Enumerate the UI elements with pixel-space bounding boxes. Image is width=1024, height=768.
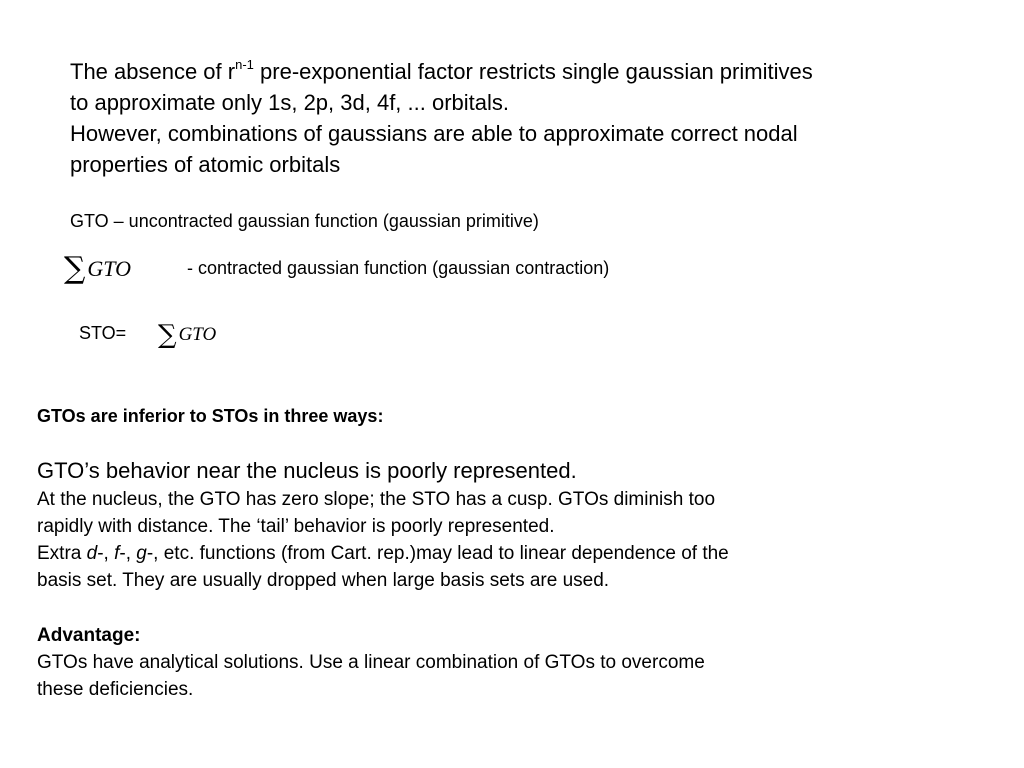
body-line-2: rapidly with distance. The ‘tail’ behavior is poorly represented. <box>37 516 555 537</box>
gto-symbol: GTO <box>87 256 132 281</box>
body-line-1: At the nucleus, the GTO has zero slope; the STO has a cusp. GTOs diminish too <box>37 489 716 510</box>
behavior-heading: GTO’s behavior near the nucleus is poorly represented. <box>37 458 577 483</box>
sto-formula <box>158 318 216 352</box>
inferior-heading: GTOs are inferior to STOs in three ways: <box>37 406 384 426</box>
sum-symbol: ∑ <box>64 251 86 286</box>
sum-symbol: ∑ <box>158 320 177 350</box>
body-line-3 <box>37 540 729 567</box>
body-line-3-a: Extra <box>37 543 87 564</box>
f-function: f <box>114 543 120 564</box>
gto-symbol: GTO <box>178 324 217 345</box>
advantage-line-1: GTOs have analytical solutions. Use a linear combination of GTOs to overcome <box>37 652 705 673</box>
body-line-3-c: -, <box>119 543 137 564</box>
g-function: g <box>136 543 147 564</box>
advantage-line-2: these deficiencies. <box>37 679 194 700</box>
intro-line-1-pre: The absence of r <box>70 59 236 84</box>
intro-line-1 <box>70 56 813 87</box>
sto-label: STO= <box>79 323 127 343</box>
contracted-formula <box>64 250 131 288</box>
d-function: d <box>86 543 98 564</box>
intro-line-2: to approximate only 1s, 2p, 3d, 4f, ... orbitals. <box>70 90 510 115</box>
body-line-3-e: -, etc. functions (from Cart. rep.)may lead to linear dependence of the <box>146 543 729 564</box>
intro-line-1-post: pre-exponential factor restricts single gaussian primitives <box>253 59 813 84</box>
body-line-3-b: -, <box>97 543 115 564</box>
exponent-superscript: n-1 <box>235 56 254 72</box>
advantage-heading: Advantage: <box>37 625 141 646</box>
intro-line-4: properties of atomic orbitals <box>70 152 341 177</box>
gto-definition: GTO – uncontracted gaussian function (gaussian primitive) <box>70 211 539 231</box>
body-line-4: basis set. They are usually dropped when large basis sets are used. <box>37 570 610 591</box>
intro-line-3: However, combinations of gaussians are able to approximate correct nodal <box>70 121 798 146</box>
contracted-description: - contracted gaussian function (gaussian contraction) <box>187 258 610 278</box>
